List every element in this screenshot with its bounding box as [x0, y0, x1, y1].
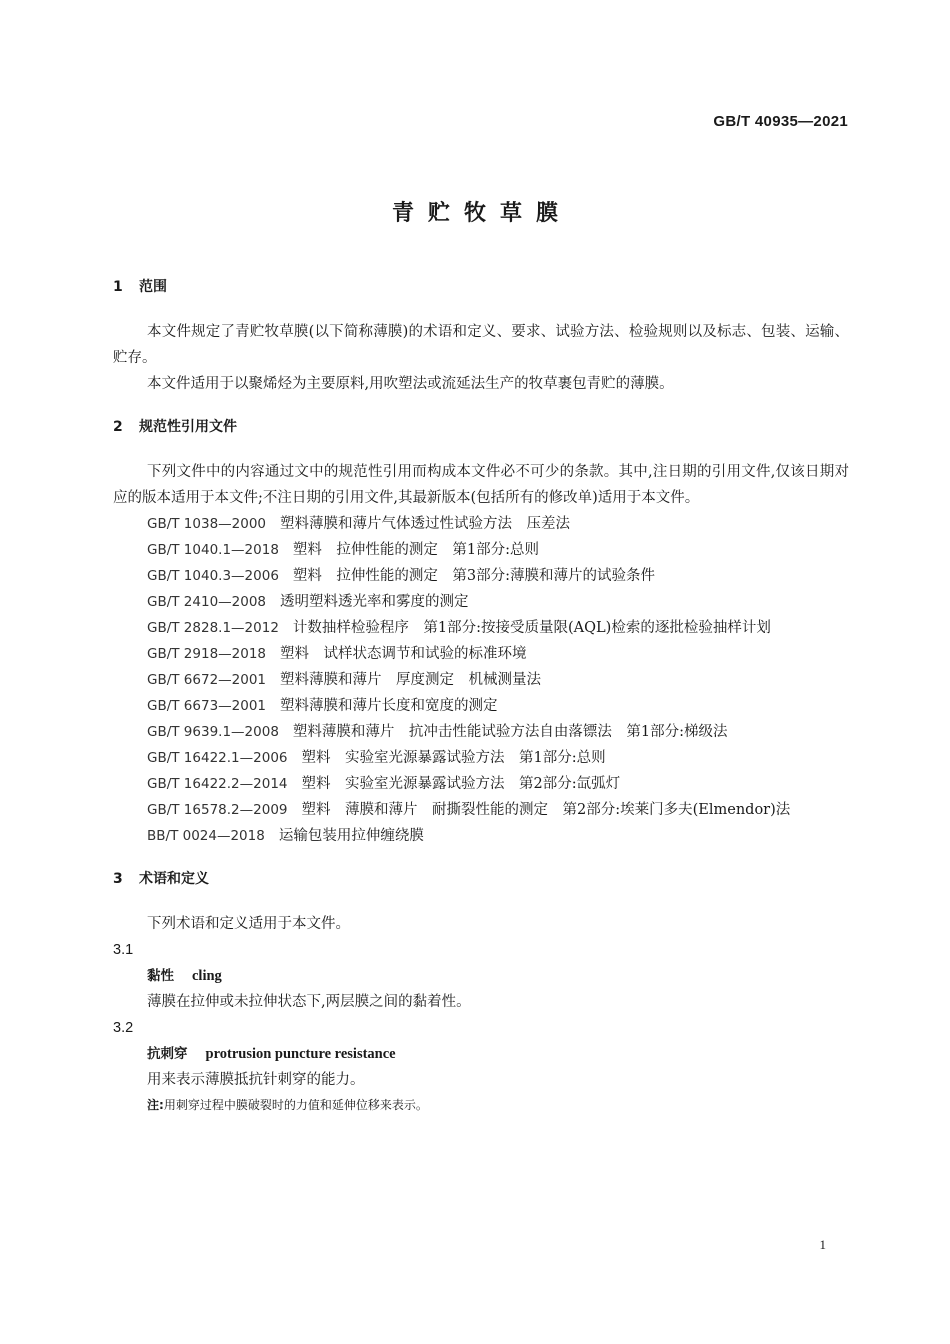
- term-english: protrusion puncture resistance: [205, 1046, 396, 1062]
- reference-item: [147, 745, 849, 771]
- reference-title: 透明塑料透光率和雾度的测定: [280, 594, 469, 610]
- reference-title: 运输包装用拉伸缠绕膜: [278, 828, 424, 844]
- reference-title: 塑料 薄膜和薄片 耐撕裂性能的测定 第2部分:埃莱门多夫(Elmendor)法: [301, 802, 791, 818]
- reference-code: GB/T 6673—2001: [147, 698, 267, 714]
- reference-title: 塑料 拉伸性能的测定 第1部分:总则: [292, 542, 540, 558]
- reference-item: [147, 771, 849, 797]
- reference-title: 塑料薄膜和薄片长度和宽度的测定: [280, 698, 498, 714]
- reference-title: 塑料 实验室光源暴露试验方法 第2部分:氙弧灯: [301, 776, 621, 792]
- reference-code: GB/T 1040.1—2018: [147, 542, 279, 558]
- section-3-heading: [113, 869, 849, 889]
- reference-item: [147, 511, 849, 537]
- reference-item: [147, 589, 849, 615]
- references-intro: 下列文件中的内容通过文中的规范性引用而构成本文件必不可少的条款。其中,注日期的引用文件,仅该日期对应的版本适用于本文件;不注日期的引用文件,其最新版本(包括所有的修改单)适用于本文件。: [113, 464, 849, 506]
- section-title: 规范性引用文件: [139, 419, 237, 435]
- reference-item: [147, 641, 849, 667]
- reference-item: [147, 693, 849, 719]
- reference-item: [147, 667, 849, 693]
- term-entry: [113, 963, 849, 989]
- document-body: [113, 277, 849, 1117]
- reference-item: [147, 615, 849, 641]
- section-title: 术语和定义: [139, 871, 209, 887]
- note-label: 注:: [147, 1098, 164, 1112]
- reference-title: 塑料 拉伸性能的测定 第3部分:薄膜和薄片的试验条件: [292, 568, 656, 584]
- reference-code: GB/T 1040.3—2006: [147, 568, 279, 584]
- reference-code: GB/T 16422.2—2014: [147, 776, 288, 792]
- term-chinese: 抗刺穿: [147, 1046, 188, 1062]
- section-2-heading: [113, 417, 849, 437]
- reference-item: [147, 537, 849, 563]
- scope-paragraph-1: 本文件规定了青贮牧草膜(以下简称薄膜)的术语和定义、要求、试验方法、检验规则以及标志、包装、运输、贮存。: [113, 324, 849, 366]
- clause-number: 3.2: [113, 1020, 134, 1036]
- section-number: 3: [113, 871, 123, 887]
- reference-title: 塑料薄膜和薄片 抗冲击性能试验方法自由落镖法 第1部分:梯级法: [292, 724, 728, 740]
- section-1-heading: [113, 277, 849, 297]
- reference-title: 塑料薄膜和薄片 厚度测定 机械测量法: [280, 672, 542, 688]
- reference-title: 塑料 实验室光源暴露试验方法 第1部分:总则: [301, 750, 606, 766]
- note: [113, 1093, 849, 1117]
- reference-item: [147, 719, 849, 745]
- reference-title: 塑料 试样状态调节和试验的标准环境: [280, 646, 527, 662]
- term-english: cling: [192, 968, 222, 984]
- terms-intro: 下列术语和定义适用于本文件。: [147, 916, 350, 932]
- reference-item: [147, 797, 849, 823]
- reference-code: GB/T 16422.1—2006: [147, 750, 288, 766]
- reference-item: [147, 823, 849, 849]
- term-definition: 薄膜在拉伸或未拉伸状态下,两层膜之间的黏着性。: [147, 994, 471, 1010]
- clause-number: 3.1: [113, 942, 134, 958]
- reference-code: BB/T 0024—2018: [147, 828, 265, 844]
- standard-number: GB/T 40935—2021: [713, 113, 848, 130]
- reference-code: GB/T 2410—2008: [147, 594, 267, 610]
- document-title: 青贮牧草膜: [391, 201, 572, 226]
- reference-title: 计数抽样检验程序 第1部分:按接受质量限(AQL)检索的逐批检验抽样计划: [292, 620, 771, 636]
- section-title: 范围: [139, 279, 167, 295]
- note-text: 用刺穿过程中膜破裂时的力值和延伸位移来表示。: [163, 1098, 428, 1112]
- page-number: 1: [819, 1237, 826, 1252]
- reference-item: [147, 563, 849, 589]
- reference-code: GB/T 6672—2001: [147, 672, 267, 688]
- reference-title: 塑料薄膜和薄片气体透过性试验方法 压差法: [280, 516, 571, 532]
- reference-code: GB/T 16578.2—2009: [147, 802, 288, 818]
- term-definition: 用来表示薄膜抵抗针刺穿的能力。: [147, 1072, 365, 1088]
- section-number: 1: [113, 279, 123, 295]
- term-entry: [113, 1041, 849, 1067]
- term-chinese: 黏性: [147, 968, 174, 984]
- reference-code: GB/T 9639.1—2008: [147, 724, 279, 740]
- reference-code: GB/T 1038—2000: [147, 516, 267, 532]
- reference-code: GB/T 2918—2018: [147, 646, 267, 662]
- scope-paragraph-2: 本文件适用于以聚烯烃为主要原料,用吹塑法或流延法生产的牧草裹包青贮的薄膜。: [147, 376, 674, 392]
- section-number: 2: [113, 419, 123, 435]
- reference-code: GB/T 2828.1—2012: [147, 620, 279, 636]
